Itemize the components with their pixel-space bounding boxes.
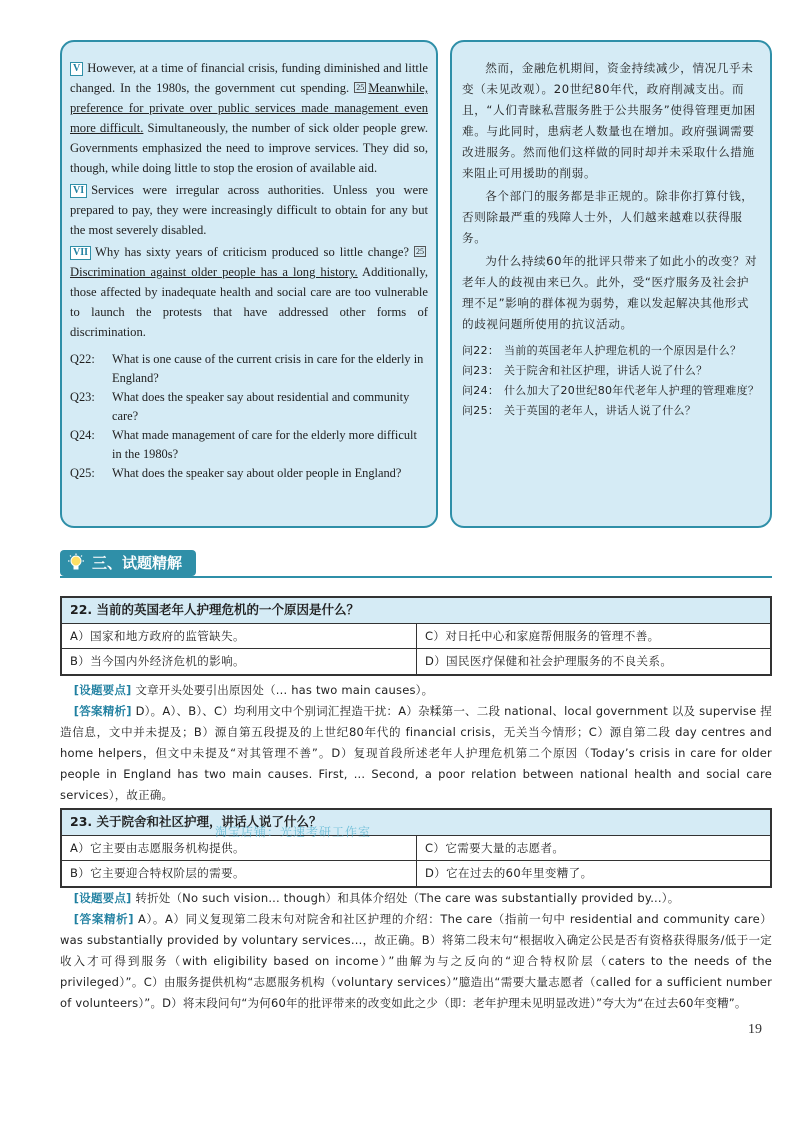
section-title-text: 三、试题精解 xyxy=(92,554,183,572)
question-text: What does the speaker say about older people in England? xyxy=(112,466,402,480)
question-text: What is one cause of the current crisis in care for the elderly in England? xyxy=(112,352,424,385)
option-a: A）它主要由志愿服务机构提供。 xyxy=(70,841,245,855)
options-row xyxy=(62,649,770,674)
paragraph-vii xyxy=(70,242,428,342)
option-d: D）它在过去的60年里变糟了。 xyxy=(416,861,770,886)
question-number: Q24: xyxy=(70,428,95,442)
question-item xyxy=(70,464,428,483)
question-number: 问25： xyxy=(462,404,500,417)
question-item xyxy=(462,361,760,381)
question-23-table xyxy=(60,808,772,888)
question-number: Q25: xyxy=(70,466,95,480)
question-item xyxy=(70,426,428,464)
roman-numeral-badge: VII xyxy=(70,246,91,260)
answer-analysis xyxy=(60,701,772,806)
roman-numeral-badge: V xyxy=(70,62,83,76)
options-row xyxy=(62,836,770,861)
page-number: 19 xyxy=(748,1022,762,1037)
section-divider xyxy=(60,576,772,578)
answer-analysis xyxy=(60,909,772,1014)
question-item xyxy=(70,388,428,426)
design-point-tag: [设题要点] xyxy=(73,891,132,905)
options-row xyxy=(62,624,770,649)
question-text: What made management of care for the elderly more difficult in the 1980s? xyxy=(112,428,417,461)
option-a: A）国家和地方政府的监管缺失。 xyxy=(70,629,245,643)
section-header xyxy=(60,550,772,582)
translation-paragraph: 各个部门的服务都是非正规的。除非你打算付钱，否则除最严重的残障人士外，人们越来越难以获得服务。 xyxy=(462,189,754,245)
underlined-key-sentence: Meanwhile, preference for private over public services made management even more difficult. xyxy=(70,81,428,135)
paragraph-text: However, at a time of financial crisis, funding diminished and little changed. In the 1980s, the government cut spending. xyxy=(70,61,428,95)
question-marker-icon: 25 xyxy=(416,247,424,256)
question-text: 当前的英国老年人护理危机的一个原因是什么？ xyxy=(504,344,742,357)
section-title xyxy=(60,550,196,576)
watermark-text: 淘宝店铺：光速考研工作室 xyxy=(215,825,372,839)
option-c: C）它需要大量的志愿者。 xyxy=(416,836,770,860)
question-item xyxy=(462,401,760,421)
translation-paragraph: 为什么持续60年的批评只带来了如此小的改变？对老年人的歧视由来已久。此外，受“医疗服务及社会护理不足”影响的群体视为弱势，难以发起解决其他形式的歧视问题所使用的抗议活动。 xyxy=(462,254,758,331)
question-number: Q23: xyxy=(70,390,95,404)
option-b: B）当今国内外经济危机的影响。 xyxy=(70,654,245,668)
design-point xyxy=(60,680,772,701)
answer-analysis-tag: [答案精析] xyxy=(73,704,132,718)
paragraph-v xyxy=(70,58,428,178)
question-text: 什么加大了20世纪80年代老年人护理的管理难度？ xyxy=(504,384,760,397)
design-point-tag: [设题要点] xyxy=(73,683,132,697)
paragraph-vi xyxy=(70,180,428,240)
design-point xyxy=(60,888,772,909)
design-point-text: 转折处（No such vision... though）和具体介绍处（The care was substantially provided by...）。 xyxy=(131,891,680,905)
chinese-question-list xyxy=(462,341,760,421)
question-text: 关于英国的老年人，讲话人说了什么？ xyxy=(504,404,697,417)
question-text: 关于院舍和社区护理，讲话人说了什么？ xyxy=(504,364,708,377)
question-heading: 22. 当前的英国老年人护理危机的一个原因是什么？ xyxy=(62,598,770,624)
question-number: 问24： xyxy=(462,384,500,397)
passage-panels xyxy=(60,40,772,528)
question-number: Q22: xyxy=(70,352,95,366)
options-row xyxy=(62,861,770,886)
question-22-analysis xyxy=(60,680,772,806)
option-b: B）它主要迎合特权阶层的需要。 xyxy=(70,866,245,880)
answer-analysis-tag: [答案精析] xyxy=(73,912,134,926)
underlined-key-sentence: Discrimination against older people has a long history. xyxy=(70,265,358,279)
question-marker-icon: 25 xyxy=(356,83,365,92)
question-item xyxy=(462,341,760,361)
paragraph-text: Simultaneously, the number of sick older people grew. Governments emphasized the need to improve services. They did so, though, while doing little to stop the erosion of available aid. xyxy=(70,121,428,175)
roman-numeral-badge: VI xyxy=(70,184,87,198)
question-item xyxy=(70,350,428,388)
translation-paragraph: 然而，金融危机期间，资金持续减少，情况几乎未变（未见改观）。20世纪80年代，政府削减支出。而且，“人们青睐私营服务胜于公共服务”使得管理更加困难。与此同时，患病老人数量也在增加。政府强调需要改进服务。然而他们这样做的同时却并未采取什么措施来阻止可用援助的削弱。 xyxy=(462,61,756,180)
question-text: What does the speaker say about residential and community care? xyxy=(112,390,410,423)
answer-analysis-text: A）。A）同义复现第二段末句对院舍和社区护理的介绍：The care（指前一句中 residential and community care）was substantially provided by voluntary services...，故正确。B）将第二段末句“根据收入确定公民是否有资格获得服务/低于一定收入才可得到服务（with eligibility based on income）”曲解为与之反向的“迎合特权阶层（caters to the needs of the privileged）”。C）由服务提供机构“志愿服务机构（voluntary services）”臆造出“需要大量志愿者（called for a sufficient number of volunteers）”。D）将末段问句“为何60年的批评带来的改变如此之少（即：老年护理未见明显改进）”夸大为“在过去60年变糟”。 xyxy=(60,912,772,1010)
question-number: 问23： xyxy=(462,364,500,377)
question-22-table xyxy=(60,596,772,676)
question-item xyxy=(462,381,760,401)
option-c: C）对日托中心和家庭帮佣服务的管理不善。 xyxy=(416,624,770,648)
option-d: D）国民医疗保健和社会护理服务的不良关系。 xyxy=(416,649,770,674)
paragraph-text: Why has sixty years of criticism produced so little change? xyxy=(95,245,414,259)
english-question-list xyxy=(70,350,428,483)
paragraph-text: Additionally, those affected by inadequate health and social care are too vulnerable to launch the protests that have addressed other forms of discrimination. xyxy=(70,265,428,339)
question-number: 问22： xyxy=(462,344,500,357)
question-23-analysis xyxy=(60,888,772,1014)
lightbulb-icon xyxy=(66,553,86,573)
question-heading: 23. 关于院舍和社区护理，讲话人说了什么？ xyxy=(62,810,770,836)
paragraph-text: Services were irregular across authorities. Unless you were prepared to pay, they were increasingly difficult to obtain for any but the most severely disabled. xyxy=(70,183,428,237)
design-point-text: 文章开头处要引出原因处（... has two main causes）。 xyxy=(131,683,434,697)
chinese-translation-panel xyxy=(450,40,772,528)
answer-analysis-text: D）。A）、B）、C）均利用文中个别词汇捏造干扰：A）杂糅第一、二段 national、local government 以及 supervise 捏造信息，文中并未提及；B）源自第五段提及的上世纪80年代的 financial crisis，无关当今情形；C）源自第二段 day centres and home helpers，但文中未提及“对其管理不善”。D）复现首段所述老年人护理危机第二个原因（Today’s crisis in care for older people in England has two main causes. First, ... Second, a poor relation between national health and social care services），故正确。 xyxy=(60,704,772,802)
english-passage-panel xyxy=(60,40,438,528)
